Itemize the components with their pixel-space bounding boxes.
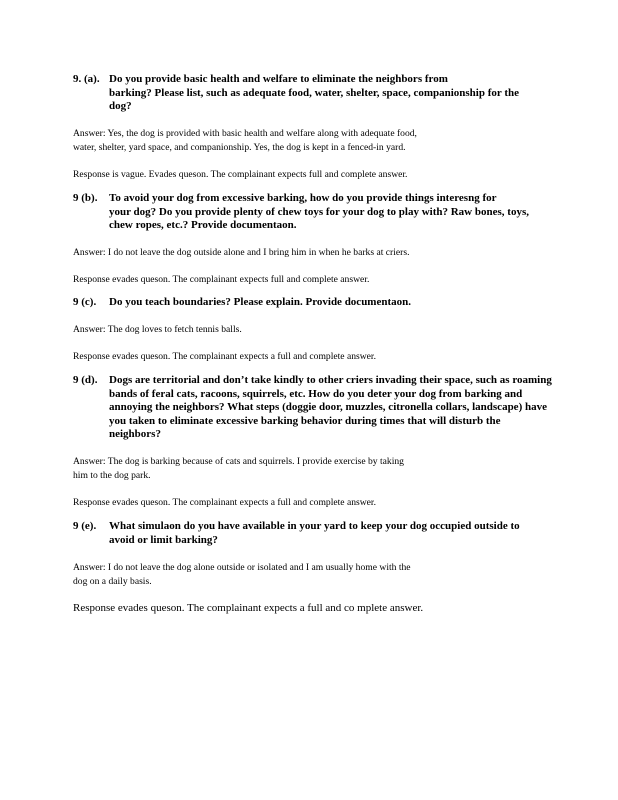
question-number: 9 (c).: [73, 296, 97, 308]
question-line: dog?: [109, 100, 132, 112]
response-9e: Response evades queson. The complainant expects a full and co mplete answer.: [73, 602, 424, 614]
question-9d: [73, 374, 603, 442]
answer-line: Answer: I do not leave the dog alone outside or isolated and I am usually home with the: [73, 562, 411, 573]
answer-line: Answer: The dog loves to fetch tennis balls.: [73, 324, 242, 335]
question-9b: [73, 192, 603, 233]
answer-9d: [73, 455, 603, 482]
question-line: chew ropes, etc.? Provide documentaon.: [109, 219, 297, 231]
question-line: neighbors?: [109, 428, 161, 440]
question-number: 9 (d).: [73, 374, 98, 386]
question-number: 9. (a).: [73, 73, 100, 85]
answer-9b: [73, 246, 603, 260]
question-line: bands of feral cats, racoons, squirrels, etc. How do you deter your dog from barking and: [109, 387, 523, 400]
question-line: you taken to eliminate excessive barking behavior during times that will disturb the: [109, 414, 501, 427]
response-9a: Response is vague. Evades queson. The complainant expects full and complete answer.: [73, 169, 408, 180]
question-number: 9 (e).: [73, 520, 97, 532]
question-number: 9 (b).: [73, 192, 98, 204]
question-line: Do you provide basic health and welfare to eliminate the neighbors from: [109, 73, 448, 85]
question-line: annoying the neighbors? What steps (doggie door, muzzles, citronella collars, landscape) have: [109, 401, 547, 413]
question-9a: [73, 73, 603, 114]
answer-line: dog on a daily basis.: [73, 575, 152, 587]
answer-line: Answer: The dog is barking because of cats and squirrels. I provide exercise by taking: [73, 456, 404, 467]
answer-9c: [73, 323, 603, 337]
question-9e: [73, 520, 603, 547]
question-line: barking? Please list, such as adequate food, water, shelter, space, companionship for the: [109, 86, 519, 99]
question-line: Do you teach boundaries? Please explain. Provide documentaon.: [109, 296, 412, 308]
question-line: your dog? Do you provide plenty of chew toys for your dog to play with? Raw bones, toys,: [109, 205, 529, 218]
answer-line: Answer: I do not leave the dog outside alone and I bring him in when he barks at criers.: [73, 247, 410, 258]
answer-9e: [73, 561, 603, 588]
answer-line: him to the dog park.: [73, 469, 151, 481]
answer-9a: [73, 127, 603, 154]
question-line: What simulaon do you have available in your yard to keep your dog occupied outside to: [109, 520, 520, 532]
question-line: avoid or limit barking?: [109, 533, 218, 546]
response-9c: Response evades queson. The complainant expects a full and complete answer.: [73, 351, 376, 362]
question-9c: [73, 296, 603, 310]
response-9b: Response evades queson. The complainant expects full and complete answer.: [73, 274, 370, 285]
response-9d: Response evades queson. The complainant expects a full and complete answer.: [73, 497, 376, 508]
answer-line: water, shelter, yard space, and companionship. Yes, the dog is kept in a fenced-in yard.: [73, 141, 406, 153]
question-line: To avoid your dog from excessive barking, how do you provide things interesng for: [109, 192, 497, 204]
question-line: Dogs are territorial and don’t take kindly to other criers invading their space, such as roaming: [109, 374, 552, 386]
answer-line: Answer: Yes, the dog is provided with basic health and welfare along with adequate food,: [73, 128, 417, 139]
